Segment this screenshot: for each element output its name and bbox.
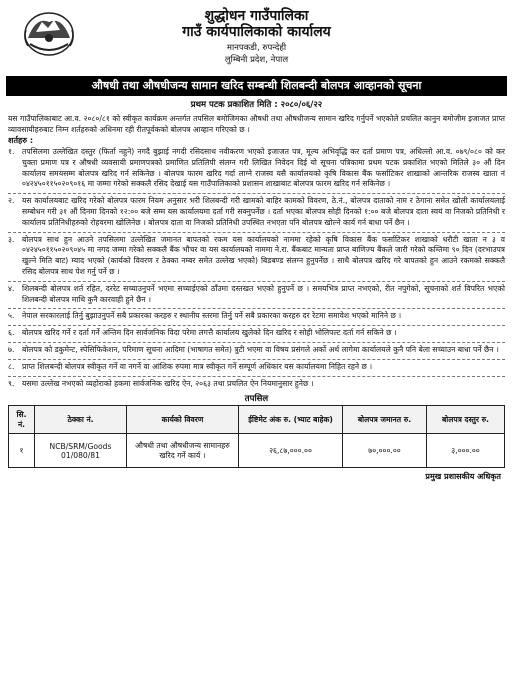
table-cell: १ xyxy=(9,434,35,468)
office-address: मानपकडी, रुपन्देही xyxy=(226,43,287,53)
term-text: यसमा उल्लेख नभएको व्यहोराको हकमा सार्वजनिक खरिद ऐन, २०६३ तथा प्रचलित ऐन नियमानुसार हुनेछ । xyxy=(22,378,314,388)
province-country: लुम्बिनी प्रदेश, नेपाल xyxy=(224,55,289,65)
term-divider xyxy=(8,325,505,326)
term-item xyxy=(8,328,505,342)
term-text: शिलबन्दी बोलपत्र शर्त रहित, दररेट सच्याउनुपर्ने भएमा सच्याईएको ठाँउमा दस्तखत भएको हुनुपर्ने छ । समयभित्र प्राप्त नभएको, रीत नपुगेको, सूचनाको शर्त विपरित भएको शिलबन्दी बोलपत्र माथि कुनै कारवाही हुने छैन । xyxy=(22,283,505,304)
term-text: यस कार्यालयबाट खरिद गरेको बोलपत्र फारम नियम अनुसार भरी शिलबन्दी गरी खामको बाहिर कामको विवरण, ठे.नं., बोलपत्र दाताको नाम र ठेगाना समेत खोली कार्यालयलाई सम्बोधन गरी ३१ औं दिनमा दिनको १२:०० बजे सम्म यस कार्यालयमा दर्ता गरी सक्नुपर्नेछ । दर्ता भएका बोलपत्र सोही दिनको १:०० बजे बोलपत्र दाता स्वयं वा निजको प्रतिनिधी र कार्यालय प्रतिनिधीहरुको रोहवरमा खोलिनेछ । बोलपत्र दाता वा निजको प्रतिनिधी उपस्थित नभएता पनि बोलपत्र खोल्ने कार्य गर्न बाधा पर्ने छैन । xyxy=(22,196,505,227)
column-header: सि. नं. xyxy=(9,406,35,434)
column-header: ईष्टिमेट अंक रु. (भ्याट बाहेक) xyxy=(239,406,343,434)
table-row xyxy=(9,434,505,468)
term-divider xyxy=(8,342,505,343)
term-item xyxy=(8,284,505,309)
term-divider xyxy=(8,376,505,377)
term-text: नेपाल सरकारलाई तिर्नु बुझाउनुपर्ने सबै प्रकारका करहरु र स्थानीय स्तरमा तिर्नु पर्ने सबै प्रकारका करहरु दर रेटमा समावेश भएको मानिने छ । xyxy=(22,311,402,321)
letterhead xyxy=(8,8,505,76)
office-name: गाउँ कार्यपालिकाको कार्यालय xyxy=(182,24,331,40)
term-divider xyxy=(8,281,505,282)
term-number: ४. xyxy=(8,283,15,293)
term-number: २. xyxy=(8,196,15,206)
term-item xyxy=(8,196,505,231)
term-number: ९. xyxy=(8,378,15,388)
schedule-table xyxy=(8,405,505,468)
term-item xyxy=(8,362,505,376)
column-header: बोलपत्र दस्तुर रु. xyxy=(427,406,505,434)
terms-heading: शर्तहरु : xyxy=(8,136,34,145)
term-divider xyxy=(8,232,505,233)
term-number: ७. xyxy=(8,344,15,354)
terms-list xyxy=(8,147,505,392)
term-item xyxy=(8,379,505,393)
term-text: बोलपत्र को डकुमेन्ट, स्पेसिफिकेशन, परिमाण सूचना आदिमा (भाषागत समेत) त्रुटी भएमा वा विषय प्रसंगले अर्को अर्थ लागेमा कार्यालयले कुनै पनि बेला सच्याउन बाधा पर्ने छैन । xyxy=(22,344,499,354)
publication-date: प्रथम पटक प्रकाशित मिति : २०८०/०६/२२ xyxy=(190,100,323,110)
term-number: ५. xyxy=(8,311,15,321)
table-cell: ३,०००.०० xyxy=(427,434,505,468)
term-divider xyxy=(8,359,505,360)
term-item xyxy=(8,147,505,193)
term-item xyxy=(8,345,505,359)
term-item xyxy=(8,311,505,325)
schedule-heading: तपसिल xyxy=(244,394,269,405)
column-header: बोलपत्र जमानत रु. xyxy=(343,406,427,434)
term-number: ८. xyxy=(8,361,15,371)
term-divider xyxy=(8,308,505,309)
term-item xyxy=(8,235,505,281)
table-cell: NCB/SRM/Goods 01/080/81 xyxy=(35,434,127,468)
signatory-title: प्रमुख प्रशासकीय अधिकृत xyxy=(425,472,501,482)
table-header-row xyxy=(9,406,505,434)
term-number: ३. xyxy=(8,234,15,244)
column-header: कार्यको विवरण xyxy=(127,406,239,434)
term-divider xyxy=(8,193,505,194)
intro-paragraph: यस गाउँपालिकाबाट आ.व. २०८०/८१ को स्वीकृत कार्यक्रम अन्तर्गत तपसिल बमोजिमका औषधी तथा औषधीजन्य सामान खरिद गर्नुपर्ने भएकोले प्रचलित कानुन बमोजीम इजाजत प्राप्त व्यावसायीहरुबाट निम्न शर्तहरुको अधिनमा रही रीतपूर्वकको बोलपत्र आव्हान गरिएको छ । xyxy=(8,114,505,134)
column-header: ठेक्का नं. xyxy=(35,406,127,434)
term-text: तपसिलमा उल्लेखित दस्तुर (फिर्ता नहुने) नगदै बुझाई नगदी रसिदसाथ नवीकरण भएको इजाजत पत्र, मूल्य अभिवृद्धि कर दर्ता प्रमाण पत्र, अधिल्लो आ.व. ०७९/०८० को कर चुक्ता प्रमाण पत्र र औषधी व्यवसायी प्रमाणपत्रको प्रमाणित प्रतिलिपी संलग्न गरी लिखित निवेदन दिई यो सूचना पत्रिकामा प्रथम पटक प्रकाशित भएको मितिले ३० औं दिन कार्यालय समयसम्म बोलपत्र खरिद गर्न सकिनेछ । बोलपत्र फारम खरिद गर्दा लाग्ने राजस्व यसै कार्यालयको कृषि विकास बैंक फर्साटिकर शाखाको आन्तरिक राजस्व खाता नं ०४२४५०११५०२०९०१६ मा जम्मा गरेको सक्कलै रसिद देखाई यस गाउँपालिकाको प्रशासन शाखाबाट बोलपत्र फारम खरिद गर्न सकिनेछ । xyxy=(22,147,505,189)
term-number: ६. xyxy=(8,328,15,338)
term-text: बोलपत्र खरिद गर्ने र दर्ता गर्ने अन्तिम दिन सार्वजनिक विदा परेमा लगत्तै कार्यालय खुलेको दिन खरिद र सोही भोलिपल्ट दर्ता गर्न सकिने छ । xyxy=(22,328,397,338)
table-cell: ७०,०००.०० xyxy=(343,434,427,468)
term-text: प्राप्त शिलबन्दी बोलपत्र स्वीकृत गर्ने वा नगर्ने वा आंशिक रुपमा मात्र स्वीकृत गर्ने सम्पूर्ण अधिकार यस कार्यालयमा निहित रहने छ । xyxy=(22,361,373,371)
term-text: बोलपत्र साथ हुन आउने तपसिलमा उल्लेखित जमानत बापतको रकम यस कार्यालयको नाममा रहेको कृषि विकास बैंक फर्साटिकर शाखाको धरौटी खाता न ३ व ०४२४५०११५०२०९०४५ मा नगद जम्मा गरेको सक्कलै बैंक भौचर वा यस कार्यालयको नाममा ने.रा. बैंकबाट मान्यता प्राप्त बाणिज्य बैंकले जारी गरेको कम्तिमा ९० दिन (दरभाउपत्र खुल्ने मिति बाट) म्याद भएको (कार्यको विवरण र ठेक्का नम्बर समेत उल्लेख भएको) बिडबण्ड संलग्न हुनुपर्नेछ । साथै बोलपत्र खरिद गरे बापतको हुन आउने रकमको सक्कलै रसिद बोलपत्र साथ पेश गर्नु पर्ने छ । xyxy=(22,234,505,276)
nepal-emblem-icon xyxy=(22,8,76,58)
table-cell: औषधी तथा औषधीजन्य सामानहरु खरिद गर्ने कार्य । xyxy=(127,434,239,468)
table-cell: २६,८७,०००.०० xyxy=(239,434,343,468)
notice-title-banner: औषधी तथा औषधीजन्य सामान खरिद सम्बन्धी शिलबन्दी बोलपत्र आव्हानको सूचना xyxy=(6,76,507,96)
term-number: १. xyxy=(8,147,15,156)
municipality-name: शुद्धोधन गाउँपालिका xyxy=(204,8,309,24)
